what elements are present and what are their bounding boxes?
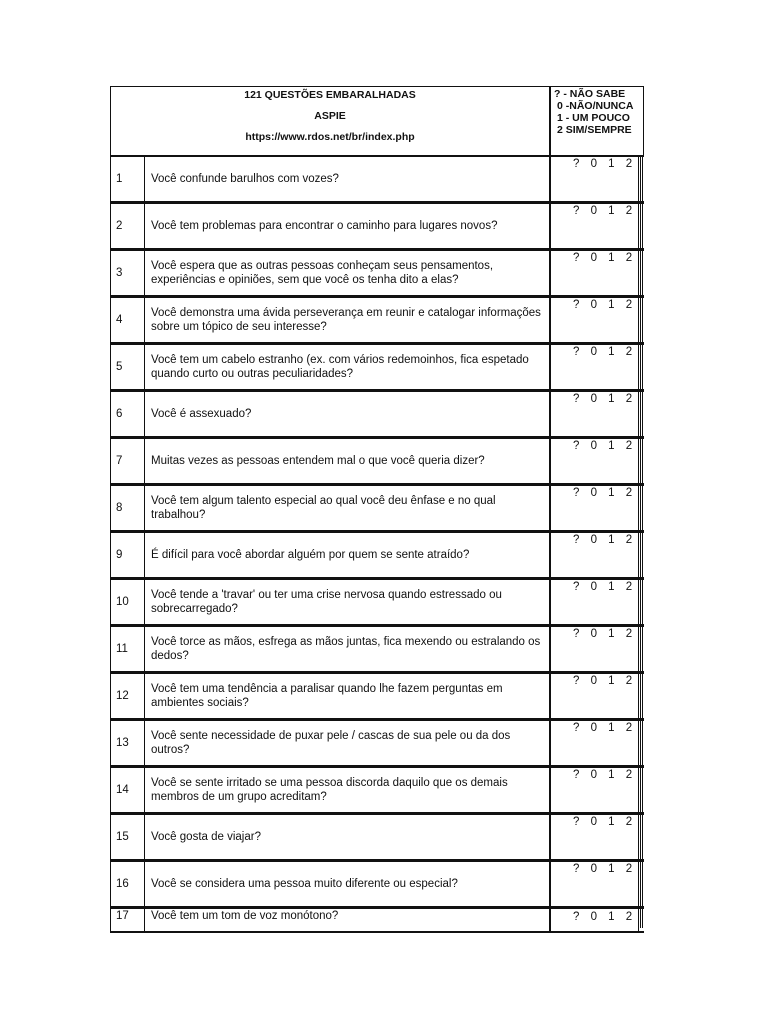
answer-cell[interactable] [549, 533, 639, 577]
question-text: Você espera que as outras pessoas conheçam seus pensamentos, experiências e opiniões, sem que você os tenha dito a elas? [151, 260, 494, 286]
answer-options[interactable]: ? 0 1 2 [573, 346, 637, 358]
answer-cell[interactable] [549, 674, 639, 718]
table-row [110, 579, 644, 626]
question-number: 4 [111, 298, 145, 342]
answer-cell[interactable] [549, 157, 639, 201]
question-number: 7 [111, 439, 145, 483]
answer-cell[interactable] [549, 298, 639, 342]
answer-cell[interactable] [549, 251, 639, 295]
answer-cell[interactable] [549, 909, 639, 931]
question-text: Você se considera uma pessoa muito diferente ou especial? [151, 878, 458, 890]
question-number: 16 [111, 862, 145, 906]
question-number: 12 [111, 674, 145, 718]
question-number: 1 [111, 157, 145, 201]
question-text: Você tende a 'travar' ou ter uma crise nervosa quando estressado ou sobrecarregado? [151, 589, 502, 615]
table-row [110, 767, 644, 814]
answer-options[interactable]: ? 0 1 2 [573, 393, 637, 405]
answer-options[interactable]: ? 0 1 2 [573, 487, 637, 499]
question-number: 11 [111, 627, 145, 671]
answer-options[interactable]: ? 0 1 2 [573, 440, 637, 452]
legend-item-no-never: 0 -NÃO/NUNCA [557, 100, 634, 112]
question-text: Você torce as mãos, esfrega as mãos juntas, fica mexendo ou estralando os dedos? [151, 636, 541, 662]
answer-options[interactable]: ? 0 1 2 [573, 158, 637, 170]
answer-options[interactable]: ? 0 1 2 [573, 534, 637, 546]
question-text: Você demonstra uma ávida perseverança em reunir e catalogar informações sobre um tópico de seu interesse? [151, 307, 541, 333]
question-number: 15 [111, 815, 145, 859]
table-row [110, 720, 644, 767]
table-row [110, 861, 644, 908]
questionnaire-sheet [110, 86, 644, 928]
table-row [110, 297, 644, 344]
answer-cell[interactable] [549, 580, 639, 624]
table-row [110, 908, 644, 933]
question-text: Você tem um tom de voz monótono? [151, 910, 339, 922]
question-text: Você sente necessidade de puxar pele / cascas de sua pele ou da dos outros? [151, 730, 511, 756]
answer-cell[interactable] [549, 721, 639, 765]
table-right-border [640, 156, 643, 928]
table-row [110, 814, 644, 861]
question-text: É difícil para você abordar alguém por quem se sente atraído? [151, 549, 470, 561]
answer-options[interactable]: ? 0 1 2 [573, 722, 637, 734]
table-row [110, 438, 644, 485]
question-text: Você tem um cabelo estranho (ex. com vários redemoinhos, fica espetado quando curto ou outras peculiaridades? [151, 354, 529, 380]
question-text: Você se sente irritado se uma pessoa discorda daquilo que os demais membros de um grupo acreditam? [151, 777, 508, 803]
answer-options[interactable]: ? 0 1 2 [573, 769, 637, 781]
answer-options[interactable]: ? 0 1 2 [573, 911, 637, 923]
table-row [110, 250, 644, 297]
question-text: Você confunde barulhos com vozes? [151, 173, 339, 185]
question-number: 6 [111, 392, 145, 436]
answer-cell[interactable] [549, 815, 639, 859]
question-text: Você tem uma tendência a paralisar quando lhe fazem perguntas em ambientes sociais? [151, 683, 503, 709]
answer-options[interactable]: ? 0 1 2 [573, 299, 637, 311]
answer-options[interactable]: ? 0 1 2 [573, 581, 637, 593]
answer-cell[interactable] [549, 345, 639, 389]
legend-item-a-little: 1 - UM POUCO [557, 112, 630, 124]
question-number: 8 [111, 486, 145, 530]
answer-options[interactable]: ? 0 1 2 [573, 863, 637, 875]
question-text: Você gosta de viajar? [151, 831, 261, 843]
answer-cell[interactable] [549, 768, 639, 812]
answer-cell[interactable] [549, 627, 639, 671]
table-row [110, 203, 644, 250]
question-text: Você tem problemas para encontrar o caminho para lugares novos? [151, 220, 498, 232]
question-number: 17 [111, 909, 145, 931]
legend-item-yes-always: 2 SIM/SEMPRE [557, 124, 632, 136]
header-title-block [111, 87, 551, 155]
question-number: 2 [111, 204, 145, 248]
legend-item-dont-know: ? - NÃO SABE [554, 88, 626, 100]
question-number: 13 [111, 721, 145, 765]
answer-cell[interactable] [549, 439, 639, 483]
question-number: 10 [111, 580, 145, 624]
answer-options[interactable]: ? 0 1 2 [573, 675, 637, 687]
answer-cell[interactable] [549, 862, 639, 906]
question-text: Você é assexuado? [151, 408, 252, 420]
answer-cell[interactable] [549, 392, 639, 436]
table-header [110, 86, 644, 157]
question-number: 14 [111, 768, 145, 812]
answer-cell[interactable] [549, 204, 639, 248]
question-text: Muitas vezes as pessoas entendem mal o que você queria dizer? [151, 455, 485, 467]
answer-options[interactable]: ? 0 1 2 [573, 628, 637, 640]
source-url: https://www.rdos.net/br/index.php [245, 131, 415, 143]
answer-options[interactable]: ? 0 1 2 [573, 816, 637, 828]
question-number: 9 [111, 533, 145, 577]
table-row [110, 626, 644, 673]
question-list [110, 156, 644, 933]
questionnaire-subtitle: ASPIE [314, 110, 346, 122]
table-row [110, 532, 644, 579]
question-text: Você tem algum talento especial ao qual você deu ênfase e no qual trabalhou? [151, 495, 496, 521]
answer-cell[interactable] [549, 486, 639, 530]
answer-options[interactable]: ? 0 1 2 [573, 252, 637, 264]
question-number: 3 [111, 251, 145, 295]
answer-legend [551, 87, 643, 155]
table-row [110, 344, 644, 391]
questionnaire-title: 121 QUESTÕES EMBARALHADAS [244, 89, 416, 101]
answer-options[interactable]: ? 0 1 2 [573, 205, 637, 217]
table-row [110, 673, 644, 720]
table-row [110, 156, 644, 203]
question-number: 5 [111, 345, 145, 389]
table-row [110, 485, 644, 532]
table-row [110, 391, 644, 438]
